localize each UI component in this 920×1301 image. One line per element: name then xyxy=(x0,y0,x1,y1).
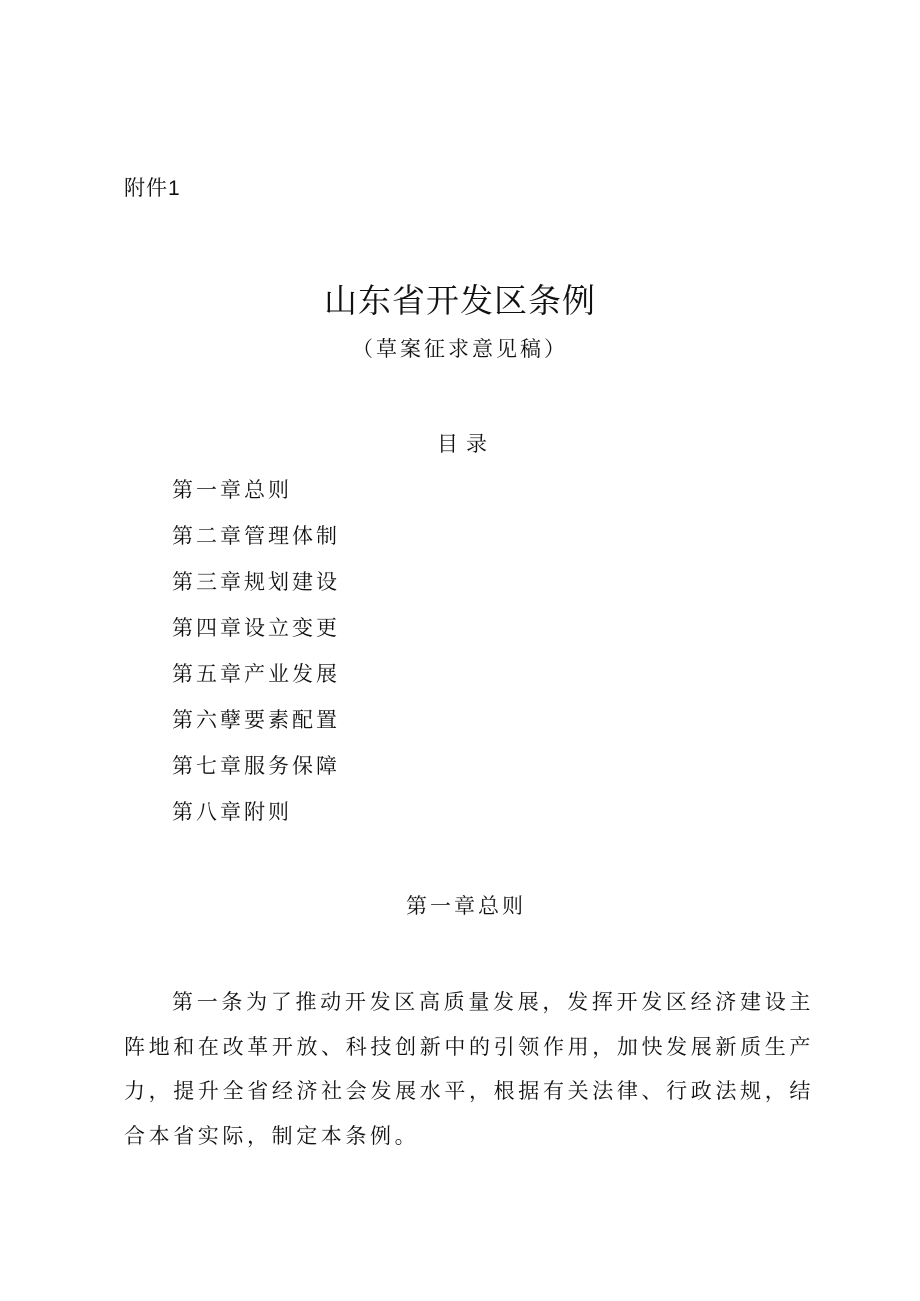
attachment-label: 附件1 xyxy=(124,177,181,200)
toc-item-chapter-5: 第五章产业发展 xyxy=(172,662,340,686)
document-title: 山东省开发区条例 xyxy=(324,281,596,320)
article-1-paragraph: 第一条为了推动开发区高质量发展，发挥开发区经济建设主阵地和在改革开放、科技创新中的引领作用，加快发展新质生产力，提升全省经济社会发展水平，根据有关法律、行政法规，结合本省实际，制定本条例。 xyxy=(124,990,814,1148)
table-of-contents xyxy=(172,474,340,842)
toc-item-chapter-3: 第三章规划建设 xyxy=(172,570,340,594)
toc-item-chapter-2: 第二章管理体制 xyxy=(172,524,340,548)
toc-item-chapter-8: 第八章附则 xyxy=(172,800,292,824)
chapter-heading: 第一章总则 xyxy=(406,894,526,918)
toc-item-chapter-7: 第七章服务保障 xyxy=(172,754,340,778)
toc-heading: 目录 xyxy=(437,432,495,456)
document-subtitle: （草案征求意见稿） xyxy=(352,337,568,361)
toc-item-chapter-4: 第四章设立变更 xyxy=(172,616,340,640)
toc-item-chapter-1: 第一章总则 xyxy=(172,478,292,502)
toc-item-chapter-6: 第六孽要素配置 xyxy=(172,708,340,732)
